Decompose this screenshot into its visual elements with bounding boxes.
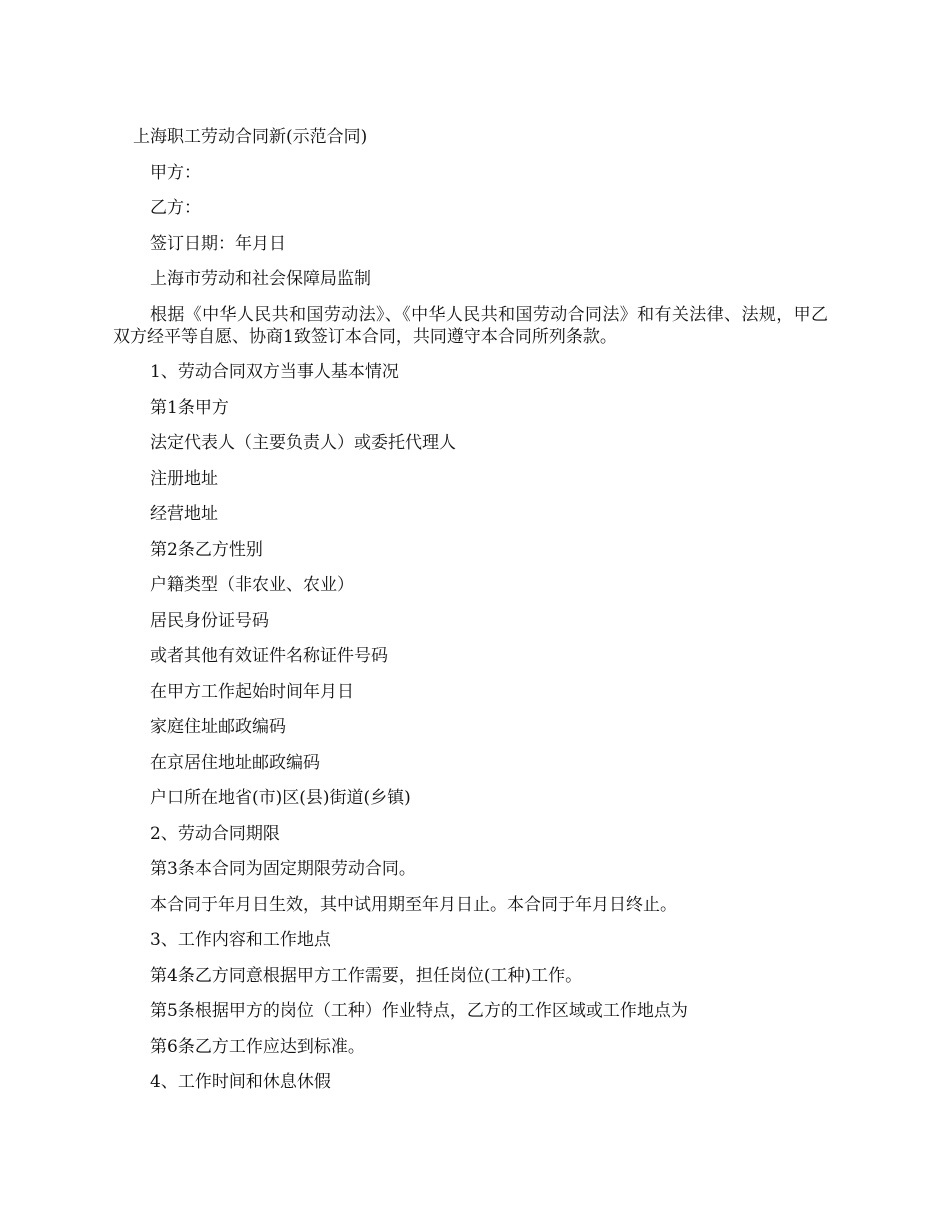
- home-address-line: 家庭住址邮政编码: [150, 717, 286, 737]
- article-3: 第3条本合同为固定期限劳动合同。: [150, 859, 416, 879]
- party-b-line: 乙方：: [150, 198, 201, 218]
- article-1: 第1条甲方: [150, 397, 229, 418]
- section-heading-2: 2、劳动合同期限: [150, 823, 280, 844]
- section-heading-3: 3、工作内容和工作地点: [150, 930, 331, 950]
- registered-address-line: 注册地址: [150, 468, 218, 489]
- signing-date-line: 签订日期：年月日: [150, 233, 286, 254]
- article-5: 第5条根据甲方的岗位（工种）作业特点，乙方的工作区域或工作地点为: [150, 1001, 688, 1021]
- household-type-line: 户籍类型（非农业、农业）: [150, 575, 354, 595]
- document-body: [113, 126, 828, 1107]
- article-2: 第2条乙方性别: [150, 539, 263, 560]
- effective-period-line: 本合同于年月日生效，其中试用期至年月日止。本合同于年月日终止。: [150, 894, 677, 915]
- other-id-line: 或者其他有效证件名称证件号码: [150, 646, 388, 666]
- hukou-location-line: 户口所在地省(市)区(县)街道(乡镇): [150, 788, 411, 808]
- article-4: 第4条乙方同意根据甲方工作需要，担任岗位(工种)工作。: [150, 965, 583, 986]
- start-date-line: 在甲方工作起始时间年月日: [150, 681, 354, 702]
- document-title: 上海职工劳动合同新(示范合同): [133, 127, 368, 147]
- supervisor-line: 上海市劳动和社会保障局监制: [150, 269, 371, 289]
- section-heading-1: 1、劳动合同双方当事人基本情况: [150, 362, 399, 382]
- id-number-line: 居民身份证号码: [150, 610, 269, 631]
- legal-representative-line: 法定代表人（主要负责人）或委托代理人: [150, 433, 456, 453]
- party-a-line: 甲方：: [150, 162, 201, 183]
- preamble-paragraph: 根据《中华人民共和国劳动法》、《中华人民共和国劳动合同法》和有关法律、法规，甲乙双方经平等自愿、协商1致签订本合同，共同遵守本合同所列条款。: [113, 304, 828, 347]
- beijing-address-line: 在京居住地址邮政编码: [150, 752, 320, 773]
- business-address-line: 经营地址: [150, 504, 218, 524]
- section-heading-4: 4、工作时间和休息休假: [150, 1072, 331, 1092]
- article-6: 第6条乙方工作应达到标准。: [150, 1036, 365, 1057]
